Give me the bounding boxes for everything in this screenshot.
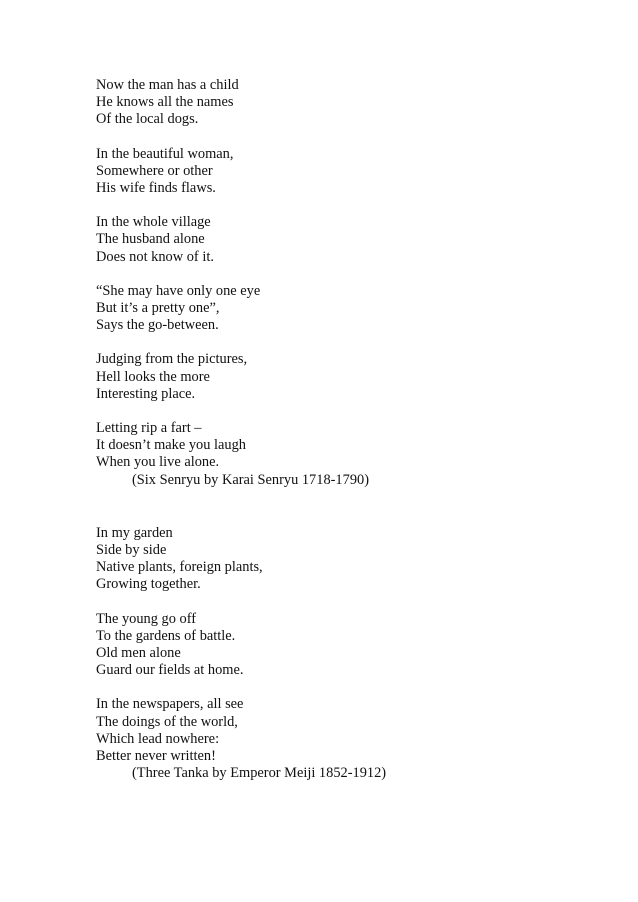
tanka-attribution: (Three Tanka by Emperor Meiji 1852-1912) [132, 765, 387, 782]
poem-line: Letting rip a fart – [96, 420, 202, 437]
poem-line: Now the man has a child [96, 77, 239, 93]
poem-line: But it’s a pretty one”, [96, 300, 220, 317]
poem-line: Better never written! [96, 748, 216, 765]
poem-line: In the newspapers, all see [96, 696, 244, 713]
poem-line: Which lead nowhere: [96, 730, 220, 747]
poem-line: Interesting place. [96, 385, 196, 402]
poem-line: Somewhere or other [96, 162, 213, 179]
poem-line: He knows all the names [96, 94, 234, 111]
poem-line: In the beautiful woman, [96, 145, 234, 162]
senryu-stanza-3 [96, 214, 596, 266]
senryu-attribution: (Six Senryu by Karai Senryu 1718-1790) [132, 471, 370, 488]
poem-line: Of the local dogs. [96, 111, 199, 128]
tanka-stanza-1 [96, 525, 596, 594]
poem-line: Old men alone [96, 645, 181, 662]
senryu-section [96, 77, 596, 489]
tanka-section [96, 525, 596, 783]
poem-line: To the gardens of battle. [96, 627, 236, 644]
poem-line: It doesn’t make you laugh [96, 437, 247, 454]
poem-line: Judging from the pictures, [96, 351, 248, 368]
poem-line: Side by side [96, 542, 167, 559]
senryu-stanza-6 [96, 420, 596, 489]
section-spacer [96, 489, 596, 525]
poem-line: Native plants, foreign plants, [96, 559, 263, 576]
senryu-stanza-4 [96, 283, 596, 335]
tanka-stanza-2 [96, 611, 596, 680]
poem-line: When you live alone. [96, 454, 220, 471]
poem-content [96, 77, 596, 783]
poem-line: “She may have only one eye [96, 282, 261, 299]
poem-line: Does not know of it. [96, 248, 214, 265]
poem-line: Guard our fields at home. [96, 662, 244, 679]
senryu-stanza-1 [96, 77, 596, 129]
tanka-stanza-3 [96, 696, 596, 782]
poem-line: Says the go-between. [96, 317, 219, 334]
poem-line: In my garden [96, 524, 173, 541]
poem-line: In the whole village [96, 214, 211, 231]
poem-line: His wife finds flaws. [96, 180, 216, 197]
poem-line: The young go off [96, 610, 197, 627]
poem-line: Growing together. [96, 576, 201, 593]
poem-line: The doings of the world, [96, 713, 238, 730]
senryu-stanza-2 [96, 146, 596, 198]
poem-line: Hell looks the more [96, 368, 210, 385]
poem-line: The husband alone [96, 231, 205, 248]
senryu-stanza-5 [96, 351, 596, 403]
